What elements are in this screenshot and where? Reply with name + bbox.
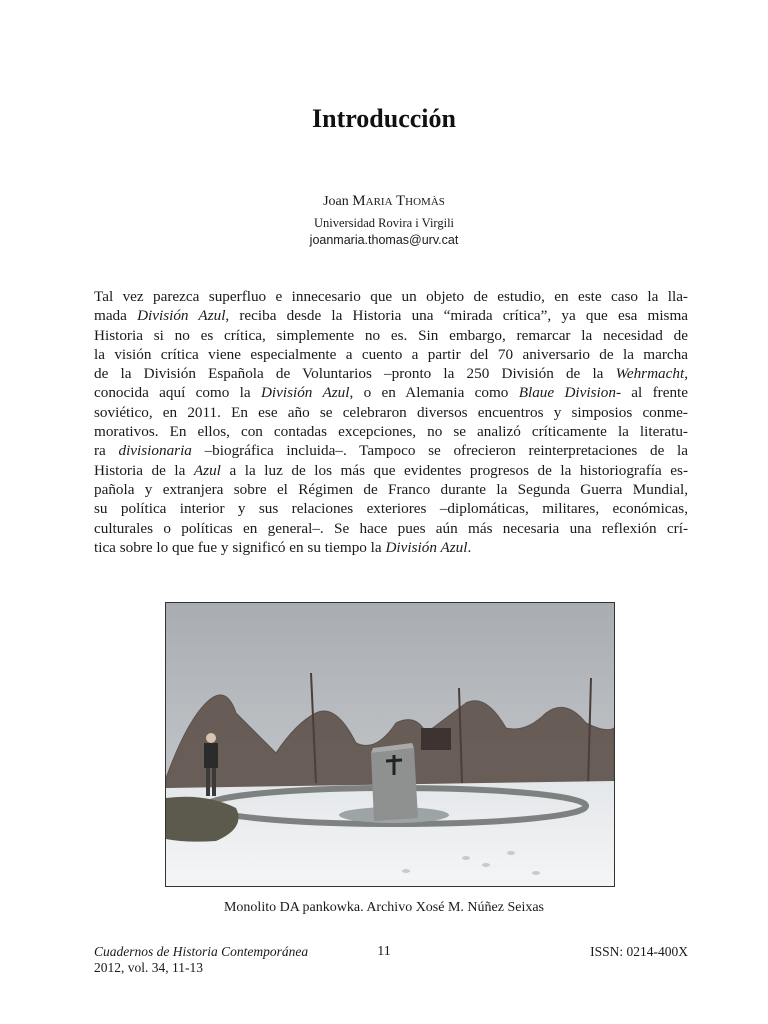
body-line: morativos. En ellos, con contadas excepciones, no se analizó críticamente la literatu- bbox=[94, 423, 688, 441]
body-line: ra divisionaria –biográfica incluida–. Tampoco se ofrecieron reinterpretaciones de la bbox=[94, 442, 688, 460]
body-line: la visión crítica viene especialmente a cuento a partir del 70 aniversario de la marcha bbox=[94, 345, 688, 363]
body-line: de la División Española de Voluntarios –pronto la 250 División de la Wehrmacht, bbox=[94, 365, 688, 383]
italic-term: Blaue Division bbox=[518, 384, 616, 402]
italic-term: Azul bbox=[193, 461, 221, 479]
figure-caption: Monolito DA pankowka. Archivo Xosé M. Núñez Seixas bbox=[223, 900, 545, 915]
body-line: tica sobre lo que fue y significó en su tiempo la División Azul. bbox=[94, 538, 472, 556]
italic-term: divisionaria bbox=[118, 442, 192, 460]
author-first-name: Joan bbox=[323, 194, 349, 209]
journal-volume: 2012, vol. 34, 11-13 bbox=[94, 960, 203, 975]
body-line: conocida aquí como la División Azul, o en Alemania como Blaue Division- al frente bbox=[94, 384, 689, 402]
monument-photo bbox=[166, 603, 614, 886]
body-line: Tal vez parezca superfluo e innecesario que un objeto de estudio, en este caso la lla- bbox=[94, 288, 688, 305]
italic-term: División Azul bbox=[137, 307, 226, 325]
author-email: joanmaria.thomas@urv.cat bbox=[309, 233, 459, 247]
issn: ISSN: 0214-400X bbox=[590, 944, 688, 959]
italic-term: División Azul bbox=[260, 384, 350, 402]
body-line: Historia de la Azul a la luz de los más que evidentes progresos de la historiografía es- bbox=[94, 461, 689, 479]
author-affiliation: Universidad Rovira i Virgili bbox=[313, 216, 455, 230]
author-name bbox=[0, 193, 768, 210]
body-line: culturales o políticas en general–. Se hace pues aún más necesaria una reflexión crí- bbox=[94, 519, 688, 537]
body-line: pañola y extranjera sobre el Régimen de Franco durante la Segunda Guerra Mundial, bbox=[94, 480, 688, 498]
journal-name: Cuadernos de Historia Contemporánea bbox=[94, 944, 309, 959]
figure-photo bbox=[165, 602, 615, 887]
body-line: Historia si no es crítica, simplemente no es. Sin embargo, remarcar la necesidad de bbox=[94, 326, 688, 344]
author-surname: Maria Thomàs bbox=[352, 193, 445, 209]
hut bbox=[421, 728, 451, 750]
body-line: soviético, en 2011. En ese año se celebraron diversos encuentros y simposios conme- bbox=[94, 403, 688, 421]
page-number: 11 bbox=[377, 944, 391, 959]
article-title: Introducción bbox=[312, 104, 456, 133]
body-line: mada División Azul, reciba desde la Historia una “mirada crítica”, ya que esa misma bbox=[94, 307, 689, 325]
italic-term: Wehrmacht bbox=[615, 365, 685, 383]
italic-term: División Azul bbox=[385, 538, 468, 556]
body-paragraph bbox=[94, 287, 688, 557]
body-line: su política interior y sus relaciones exteriores –diplomáticas, militares, económicas, bbox=[94, 500, 688, 518]
